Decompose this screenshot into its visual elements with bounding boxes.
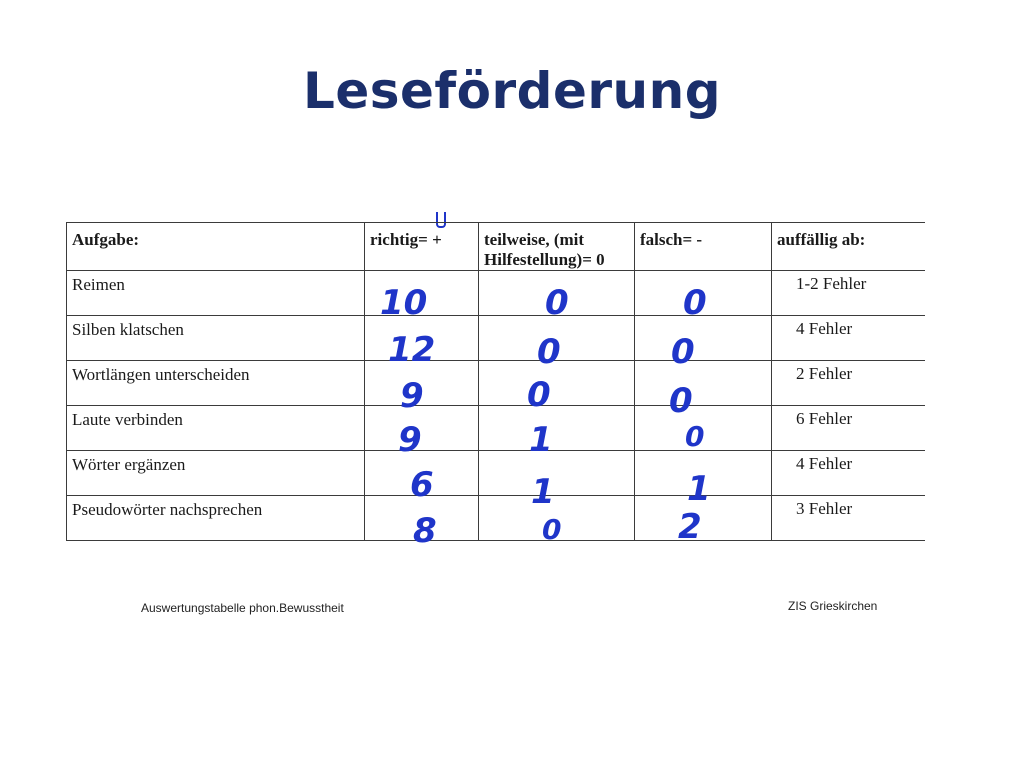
handwritten-scores [66, 222, 924, 551]
handwritten-correct: 10 [380, 283, 428, 323]
handwritten-wrong: 0 [671, 332, 695, 372]
task-cell: Reimen [67, 271, 365, 316]
handwritten-correct: 12 [388, 330, 436, 370]
handwritten-partial: 0 [542, 513, 562, 546]
threshold-cell: 1-2 Fehler [772, 271, 925, 316]
handwritten-partial: 1 [531, 472, 555, 512]
footer-caption: Auswertungstabelle phon.Bewusstheit [141, 601, 344, 615]
task-cell: Laute verbinden [67, 406, 365, 451]
handwritten-wrong: 0 [683, 283, 707, 323]
slide-title: Leseförderung [302, 62, 722, 120]
threshold-cell: 3 Fehler [772, 496, 925, 541]
threshold-cell: 6 Fehler [772, 406, 925, 451]
task-cell: Wörter ergänzen [67, 451, 365, 496]
threshold-cell: 4 Fehler [772, 451, 925, 496]
handwritten-partial: 1 [529, 420, 553, 460]
handwritten-wrong: 0 [669, 381, 693, 421]
threshold-cell: 4 Fehler [772, 316, 925, 361]
handwritten-correct: 9 [398, 420, 422, 460]
footer-institution: ZIS Grieskirchen [788, 599, 878, 613]
handwritten-wrong: 1 [687, 469, 711, 509]
header-task: Aufgabe: [67, 223, 365, 271]
scanned-evaluation-table [66, 222, 924, 551]
handwritten-correct: 6 [410, 465, 434, 505]
handwritten-wrong: 0 [685, 420, 705, 453]
handwritten-partial: 0 [537, 332, 561, 372]
task-cell: Pseudowörter nachsprechen [67, 496, 365, 541]
threshold-cell: 2 Fehler [772, 361, 925, 406]
handwritten-correct: 9 [400, 376, 424, 416]
task-cell: Silben klatschen [67, 316, 365, 361]
header-correct: richtig= + [365, 223, 479, 271]
header-threshold: auffällig ab: [772, 223, 925, 271]
header-wrong: falsch= - [635, 223, 772, 271]
handwritten-correct: 8 [413, 511, 437, 551]
task-cell: Wortlängen unterscheiden [67, 361, 365, 406]
header-partial: teilweise, (mit Hilfestellung)= 0 [479, 223, 635, 271]
handwritten-partial: 0 [527, 375, 551, 415]
handwritten-wrong: 2 [678, 507, 702, 547]
handwritten-partial: 0 [545, 283, 569, 323]
